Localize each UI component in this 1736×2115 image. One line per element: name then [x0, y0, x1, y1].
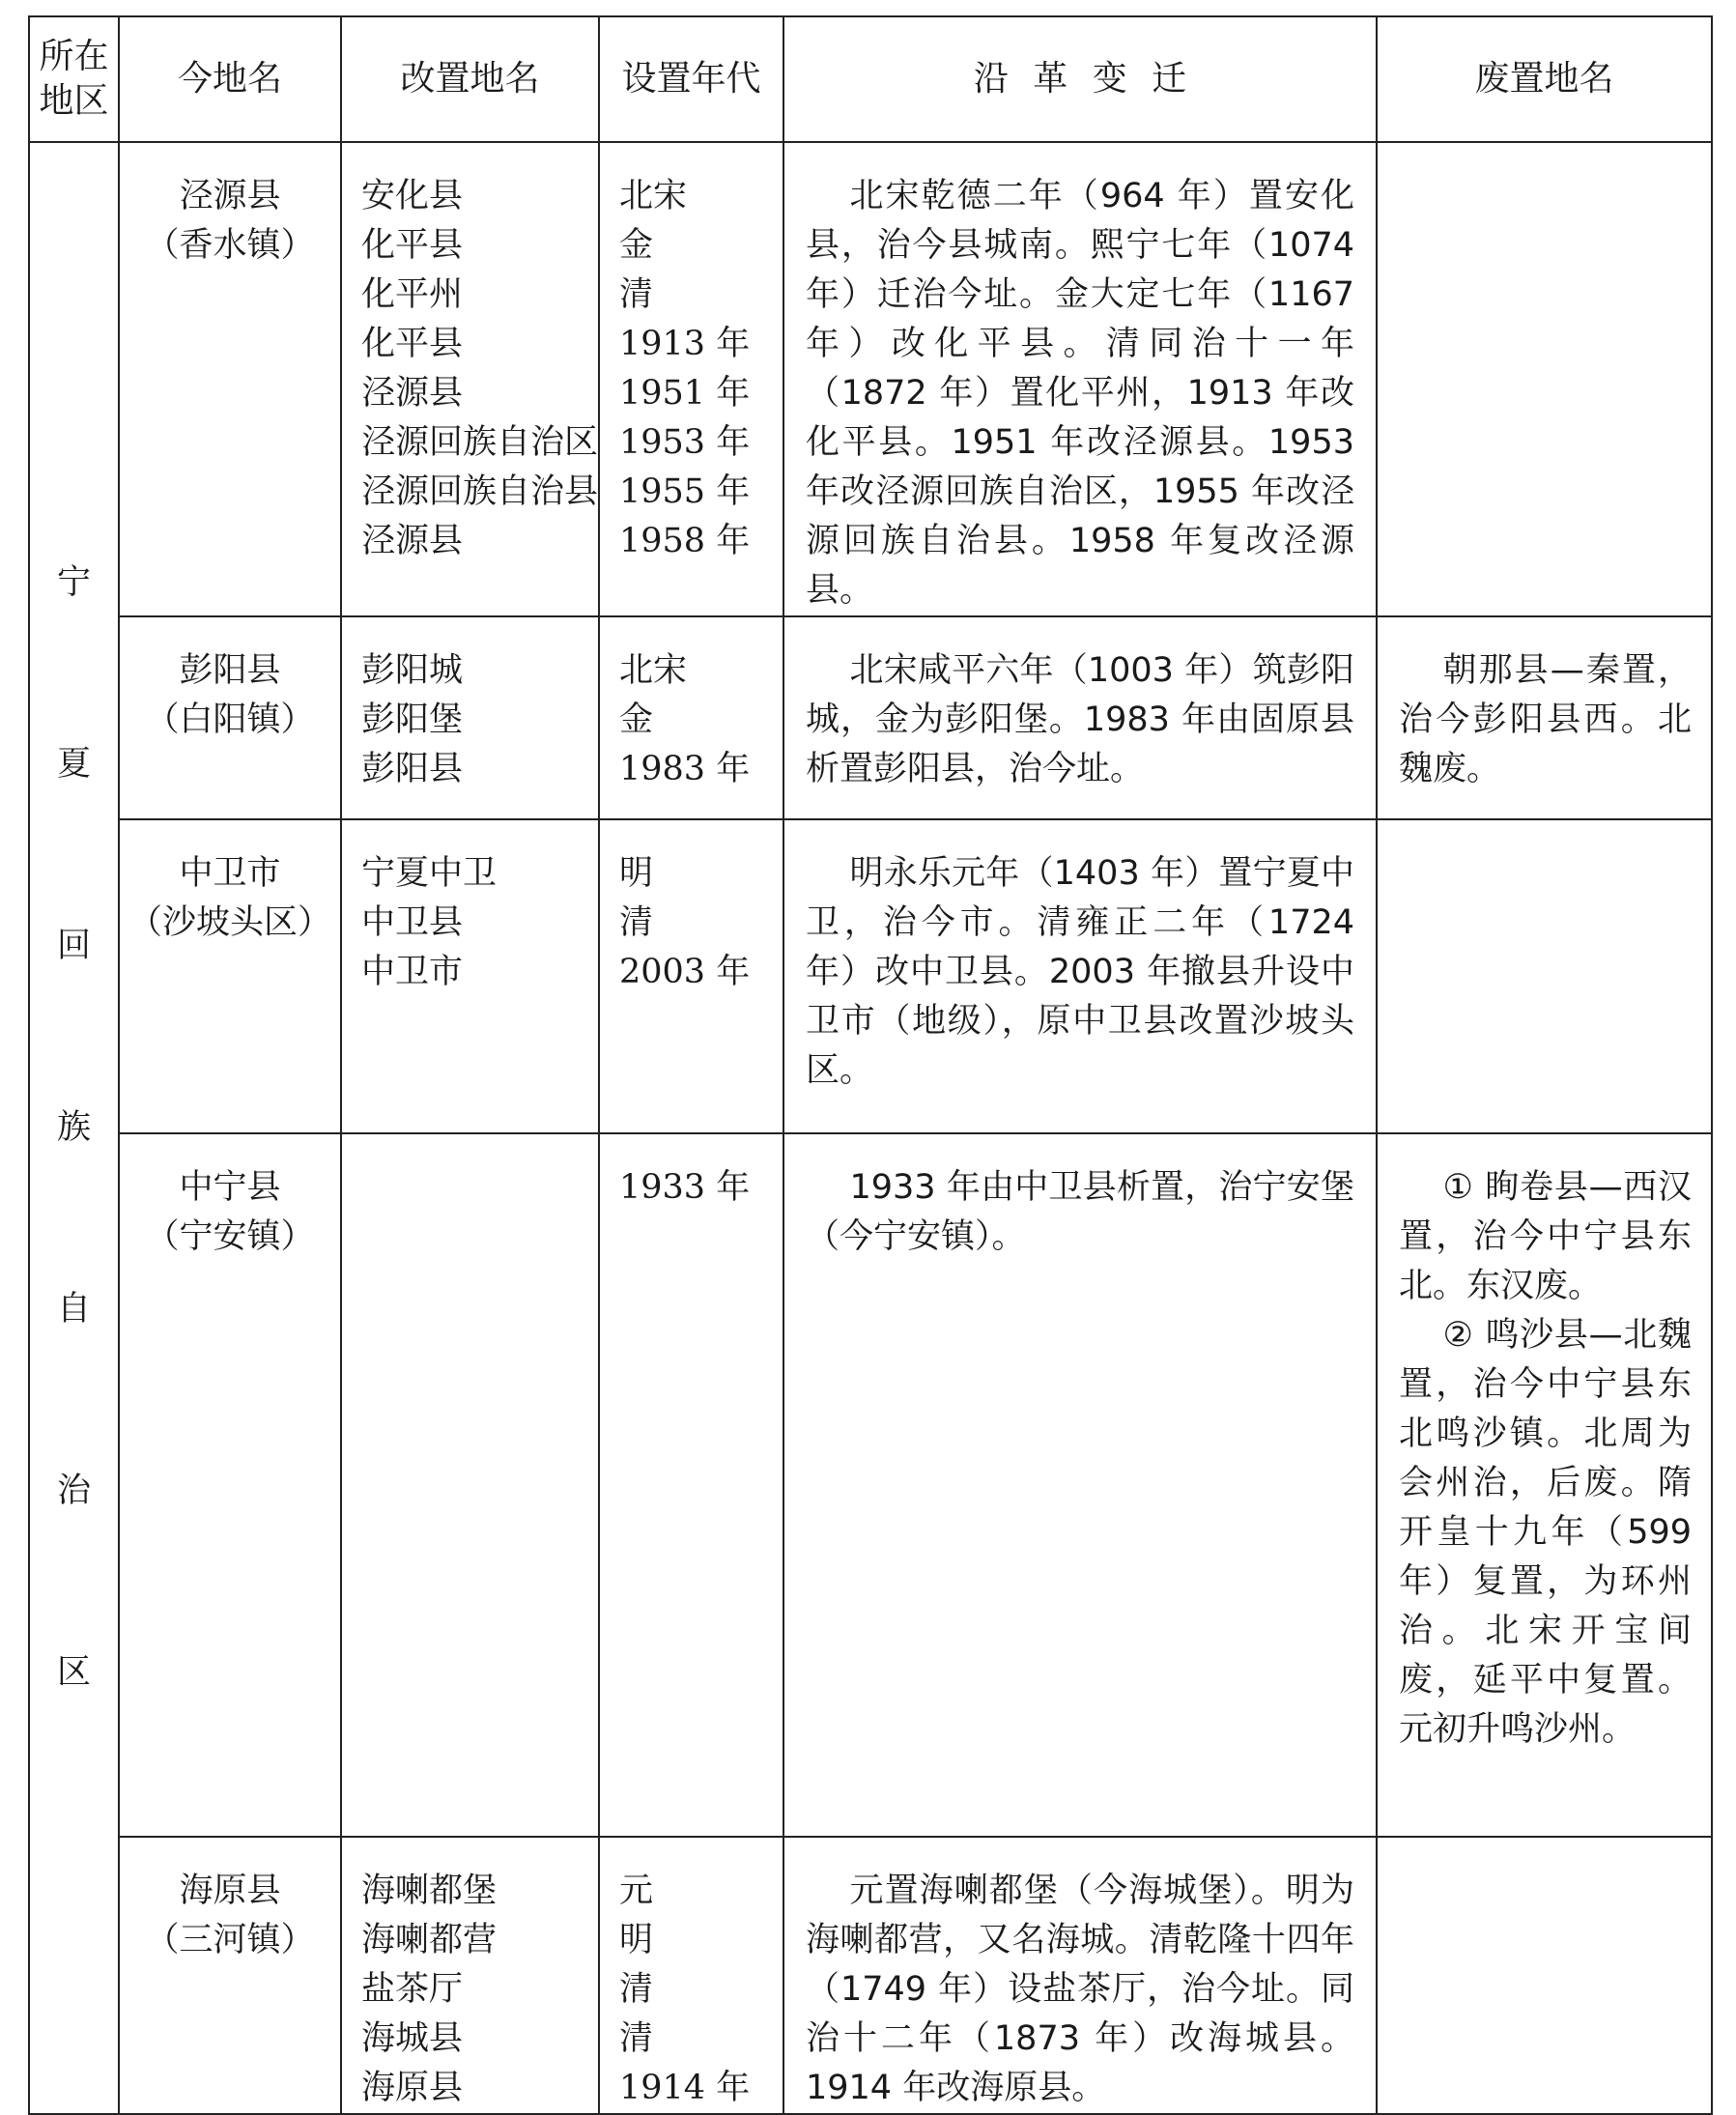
county-seat: （白阳镇） [145, 700, 315, 739]
header-renamed: 改置地名 [341, 16, 599, 142]
region-cell [29, 142, 119, 2114]
current-name: 中宁县 [179, 1168, 281, 1207]
renamed-item: 泾源县 [361, 522, 464, 560]
era-cell [599, 1133, 783, 1837]
current-name: 彭阳县 [179, 651, 281, 690]
renamed-item: 盐茶厅 [361, 1970, 464, 2009]
region-char: 回 [56, 926, 91, 965]
era-item: 金 [619, 226, 654, 265]
era-item: 1953 年 [619, 423, 751, 462]
era-item: 明 [619, 1921, 654, 1959]
era-item: 清 [619, 2019, 654, 2058]
header-abolished: 废置地名 [1377, 16, 1712, 142]
era-item: 金 [619, 700, 654, 739]
county-seat: （沙坡头区） [128, 903, 331, 942]
era-item: 1955 年 [619, 472, 751, 511]
region-char: 族 [56, 1107, 91, 1147]
era-item: 清 [619, 275, 654, 314]
abolished-entry: ② 鸣沙县—北魏置，治今中宁县东北鸣沙镇。北周为会州治，后废。隋开皇十九年（599 年）复置，为环州治。北宋开宝间废，延平中复置。元初升鸣沙州。 [1399, 1316, 1692, 1749]
era-cell [599, 1837, 783, 2114]
region-char: 治 [56, 1472, 91, 1511]
current-name: 泾源县 [179, 177, 281, 215]
renamed-item: 化平县 [361, 226, 464, 265]
era-item: 1933 年 [619, 1168, 751, 1207]
era-item: 北宋 [619, 177, 688, 215]
era-item: 1913 年 [619, 325, 751, 363]
header-row [29, 16, 1712, 142]
era-item: 1958 年 [619, 522, 751, 560]
renamed-item: 泾源回族自治区 [361, 423, 599, 462]
renamed-item: 中卫县 [361, 903, 464, 942]
history-cell: 元置海喇都堡（今海城堡）。明为海喇都营，又名海城。清乾隆十四年（1749 年）设盐茶厅，治今址。同治十二年（1873 年）改海城县。1914 年改海原县。 [783, 1837, 1377, 2114]
current-name: 海原县 [179, 1872, 281, 1910]
table-row [29, 1133, 1712, 1837]
region-char: 夏 [56, 744, 91, 784]
abolished-entry: ① 眴卷县—西汉置，治今中宁县东北。东汉废。 [1399, 1168, 1692, 1305]
renamed-item: 化平县 [361, 325, 464, 363]
abolished-cell [1377, 142, 1712, 616]
renamed-item: 化平州 [361, 275, 464, 314]
era-item: 北宋 [619, 651, 688, 690]
current-name-cell [119, 819, 341, 1133]
renamed-item: 海喇都营 [361, 1921, 498, 1959]
renamed-item: 彭阳堡 [361, 700, 464, 739]
renamed-item: 宁夏中卫 [361, 854, 498, 893]
header-region: 所在地区 [29, 16, 119, 142]
county-seat: （三河镇） [145, 1921, 315, 1959]
history-cell: 北宋咸平六年（1003 年）筑彭阳城，金为彭阳堡。1983 年由固原县析置彭阳县，治今址。 [783, 616, 1377, 819]
era-item: 2003 年 [619, 953, 751, 991]
region-char: 区 [56, 1653, 91, 1693]
era-cell [599, 819, 783, 1133]
renamed-item: 彭阳城 [361, 651, 464, 690]
abolished-cell [1377, 1133, 1712, 1837]
current-name-cell [119, 616, 341, 819]
abolished-cell [1377, 616, 1712, 819]
renamed-cell [341, 616, 599, 819]
renamed-item: 海喇都堡 [361, 1872, 498, 1910]
table-row [29, 819, 1712, 1133]
current-name-cell [119, 1133, 341, 1837]
era-cell [599, 616, 783, 819]
county-seat: （香水镇） [145, 226, 315, 265]
renamed-item: 海城县 [361, 2019, 464, 2058]
renamed-item: 泾源县 [361, 374, 464, 413]
table-row [29, 142, 1712, 616]
region-char: 自 [56, 1290, 91, 1329]
renamed-item: 海原县 [361, 2069, 464, 2107]
header-current-name: 今地名 [119, 16, 341, 142]
table-row [29, 616, 1712, 819]
era-item: 清 [619, 903, 654, 942]
renamed-item: 泾源回族自治县 [361, 472, 599, 511]
county-seat: （宁安镇） [145, 1217, 315, 1256]
region-char: 宁 [56, 562, 91, 602]
era-item: 1951 年 [619, 374, 751, 413]
header-era: 设置年代 [599, 16, 783, 142]
renamed-cell [341, 819, 599, 1133]
era-item: 清 [619, 1970, 654, 2009]
current-name-cell [119, 142, 341, 616]
abolished-cell [1377, 1837, 1712, 2114]
header-history: 沿 革 变 迁 [783, 16, 1377, 142]
renamed-item: 安化县 [361, 177, 464, 215]
history-cell: 明永乐元年（1403 年）置宁夏中卫，治今市。清雍正二年（1724 年）改中卫县。2003 年撤县升设中卫市（地级），原中卫县改置沙坡头区。 [783, 819, 1377, 1133]
era-item: 元 [619, 1872, 654, 1910]
renamed-cell [341, 1133, 599, 1837]
renamed-cell [341, 142, 599, 616]
current-name-cell [119, 1837, 341, 2114]
admin-history-table [28, 15, 1713, 2115]
renamed-item: 彭阳县 [361, 750, 464, 788]
abolished-entry: 朝那县—秦置，治今彭阳县西。北魏废。 [1399, 651, 1692, 788]
era-cell [599, 142, 783, 616]
history-cell: 北宋乾德二年（964 年）置安化县，治今县城南。熙宁七年（1074 年）迁治今址。金大定七年（1167 年）改化平县。清同治十一年（1872 年）置化平州，1913 年改化平县。1951 年改泾源县。1953 年改泾源回族自治区，1955 年改泾源回族自治县。1958 年复改泾源县。 [783, 142, 1377, 616]
history-cell: 1933 年由中卫县析置，治宁安堡（今宁安镇）。 [783, 1133, 1377, 1837]
renamed-item: 中卫市 [361, 953, 464, 991]
era-item: 1983 年 [619, 750, 751, 788]
renamed-cell [341, 1837, 599, 2114]
abolished-cell [1377, 819, 1712, 1133]
table-row [29, 1837, 1712, 2114]
era-item: 1914 年 [619, 2069, 751, 2107]
era-item: 明 [619, 854, 654, 893]
current-name: 中卫市 [179, 854, 281, 893]
